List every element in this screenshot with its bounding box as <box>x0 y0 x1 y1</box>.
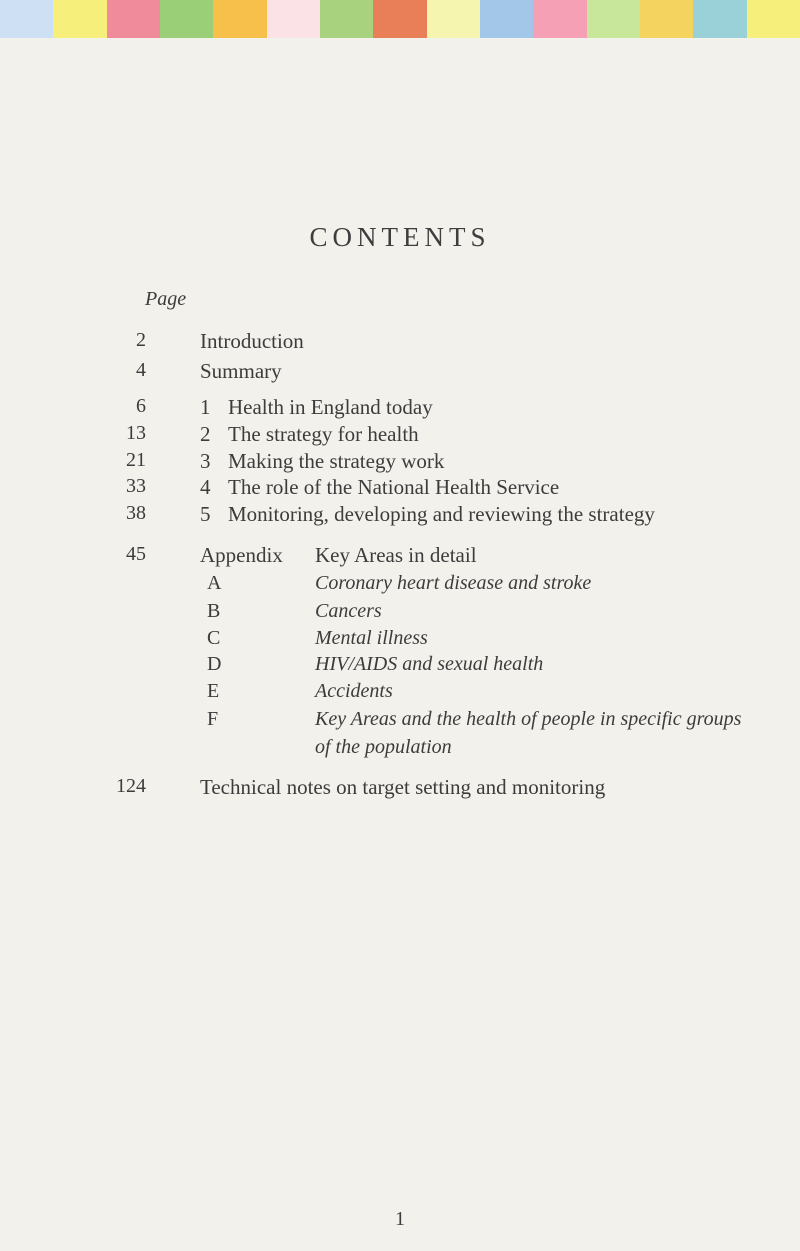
chapter-title: Monitoring, developing and reviewing the strategy <box>228 502 655 526</box>
appendix-label: Appendix <box>200 543 283 567</box>
banner-block <box>107 0 160 38</box>
page-title: CONTENTS <box>309 222 491 252</box>
banner-block <box>320 0 373 38</box>
appendix-letter: B <box>207 600 221 622</box>
banner-block <box>427 0 480 38</box>
appendix-letter: C <box>207 627 221 649</box>
banner-block <box>160 0 213 38</box>
banner-block <box>640 0 693 38</box>
banner-block <box>693 0 746 38</box>
chapter-number: 5 <box>200 502 211 526</box>
page-number: 13 <box>126 422 146 444</box>
entry-label: Technical notes on target setting and monitoring <box>200 775 606 799</box>
appendix-letter: A <box>207 572 222 594</box>
appendix-letter: E <box>207 680 220 702</box>
chapter-number: 4 <box>200 475 211 499</box>
chapter-number: 1 <box>200 395 211 419</box>
banner-block <box>53 0 106 38</box>
entry-label: Introduction <box>200 329 304 353</box>
chapter-title: Making the strategy work <box>228 449 445 473</box>
appendix-item-title: Coronary heart disease and stroke <box>315 572 592 594</box>
page-number: 45 <box>126 543 146 565</box>
chapter-number: 2 <box>200 422 211 446</box>
page-number: 33 <box>126 475 146 497</box>
banner-block <box>267 0 320 38</box>
page-number-footer: 1 <box>395 1208 405 1230</box>
page-number: 6 <box>136 395 146 417</box>
appendix-item-title: Cancers <box>315 600 382 622</box>
appendix-letter: F <box>207 708 219 730</box>
appendix-letter: D <box>207 653 222 675</box>
banner-block <box>373 0 426 38</box>
banner-block <box>533 0 586 38</box>
appendix-item-title: Key Areas and the health of people in specific groups <box>315 708 742 730</box>
banner-block <box>213 0 266 38</box>
color-banner <box>0 0 800 40</box>
page-number: 2 <box>136 329 146 351</box>
chapter-title: Health in England today <box>228 395 433 419</box>
chapter-title: The strategy for health <box>228 422 419 446</box>
appendix-heading: Key Areas in detail <box>315 543 477 567</box>
page-number: 4 <box>136 359 146 381</box>
chapter-title: The role of the National Health Service <box>228 475 560 499</box>
page-column-header: Page <box>145 288 187 310</box>
appendix-item-title: Accidents <box>315 680 393 702</box>
banner-block <box>0 0 53 38</box>
page-number: 21 <box>126 449 146 471</box>
page-number: 124 <box>116 775 146 797</box>
page-number: 38 <box>126 502 146 524</box>
chapter-number: 3 <box>200 449 211 473</box>
banner-block <box>747 0 800 38</box>
banner-block <box>587 0 640 38</box>
appendix-item-title: HIV/AIDS and sexual health <box>315 653 544 675</box>
banner-block <box>480 0 533 38</box>
appendix-item-title-cont: of the population <box>315 736 452 758</box>
appendix-item-title: Mental illness <box>315 627 428 649</box>
entry-label: Summary <box>200 359 282 383</box>
